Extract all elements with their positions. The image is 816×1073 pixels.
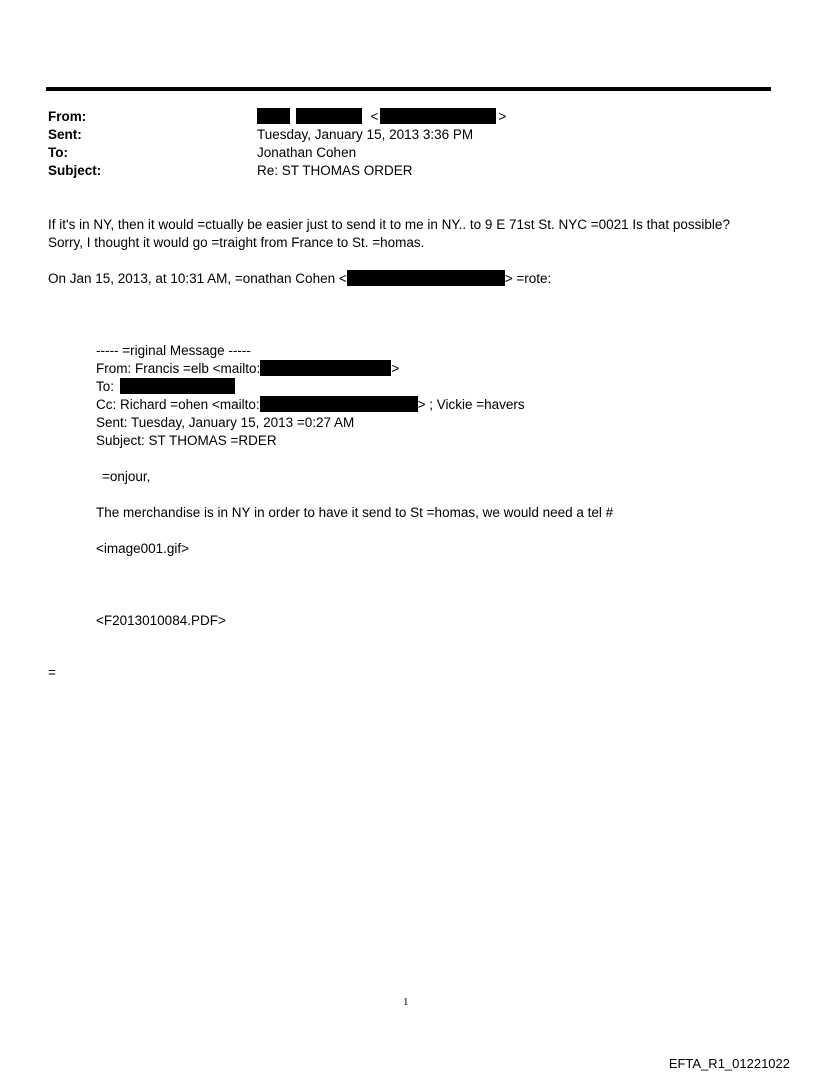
from-value	[257, 108, 506, 126]
attachment-image001: <image001.gif>	[96, 541, 190, 556]
quoted-to-label: To:	[96, 379, 115, 394]
quoted-cc-prefix: Cc: Richard =ohen <mailto:	[96, 397, 260, 412]
from-label: From:	[48, 109, 87, 124]
redaction-block	[257, 108, 290, 124]
sent-label: Sent:	[48, 127, 82, 142]
from-gt: >	[498, 109, 507, 124]
to-label: To:	[48, 145, 68, 160]
redaction-block	[260, 360, 391, 376]
redaction-block	[380, 108, 496, 124]
to-value: Jonathan Cohen	[257, 145, 357, 160]
reply-attribution	[48, 270, 551, 288]
quoted-greeting: =onjour,	[102, 469, 151, 484]
quoted-to	[96, 378, 235, 396]
quoted-subject: Subject: ST THOMAS =RDER	[96, 433, 277, 448]
reply-prefix: On Jan 15, 2013, at 10:31 AM, =onathan Cohen <	[48, 271, 347, 286]
attachment-pdf: <F2013010084.PDF>	[96, 613, 226, 628]
quoted-message: The merchandise is in NY in order to have it send to St =homas, we would need a tel #	[96, 505, 614, 520]
page-number: 1	[403, 996, 409, 1008]
trailing-equals: =	[48, 665, 56, 680]
header-rule	[46, 87, 771, 91]
subject-value: Re: ST THOMAS ORDER	[257, 163, 413, 178]
body-line-2: Sorry, I thought it would go =traight from France to St. =homas.	[48, 235, 425, 250]
document-id: EFTA_R1_01221022	[668, 1056, 790, 1071]
redaction-block	[296, 108, 362, 124]
quoted-cc-suffix: > ; Vickie =havers	[417, 397, 525, 412]
redaction-block	[260, 396, 418, 412]
body-line-1: If it's in NY, then it would =ctually be easier just to send it to me in NY.. to 9 E 71st St. NYC =0021 Is that possible?	[48, 217, 730, 232]
reply-suffix: > =rote:	[504, 271, 552, 286]
quoted-divider: ----- =riginal Message -----	[96, 343, 251, 358]
redaction-block	[120, 378, 235, 394]
quoted-from-prefix: From: Francis =elb <mailto:	[96, 361, 261, 376]
quoted-sent: Sent: Tuesday, January 15, 2013 =0:27 AM	[96, 415, 355, 430]
redaction-block	[347, 270, 505, 286]
quoted-cc	[96, 396, 525, 414]
quoted-from	[96, 360, 399, 378]
from-lt: <	[370, 109, 379, 124]
sent-value: Tuesday, January 15, 2013 3:36 PM	[257, 127, 474, 142]
quoted-from-suffix: >	[391, 361, 400, 376]
subject-label: Subject:	[48, 163, 102, 178]
